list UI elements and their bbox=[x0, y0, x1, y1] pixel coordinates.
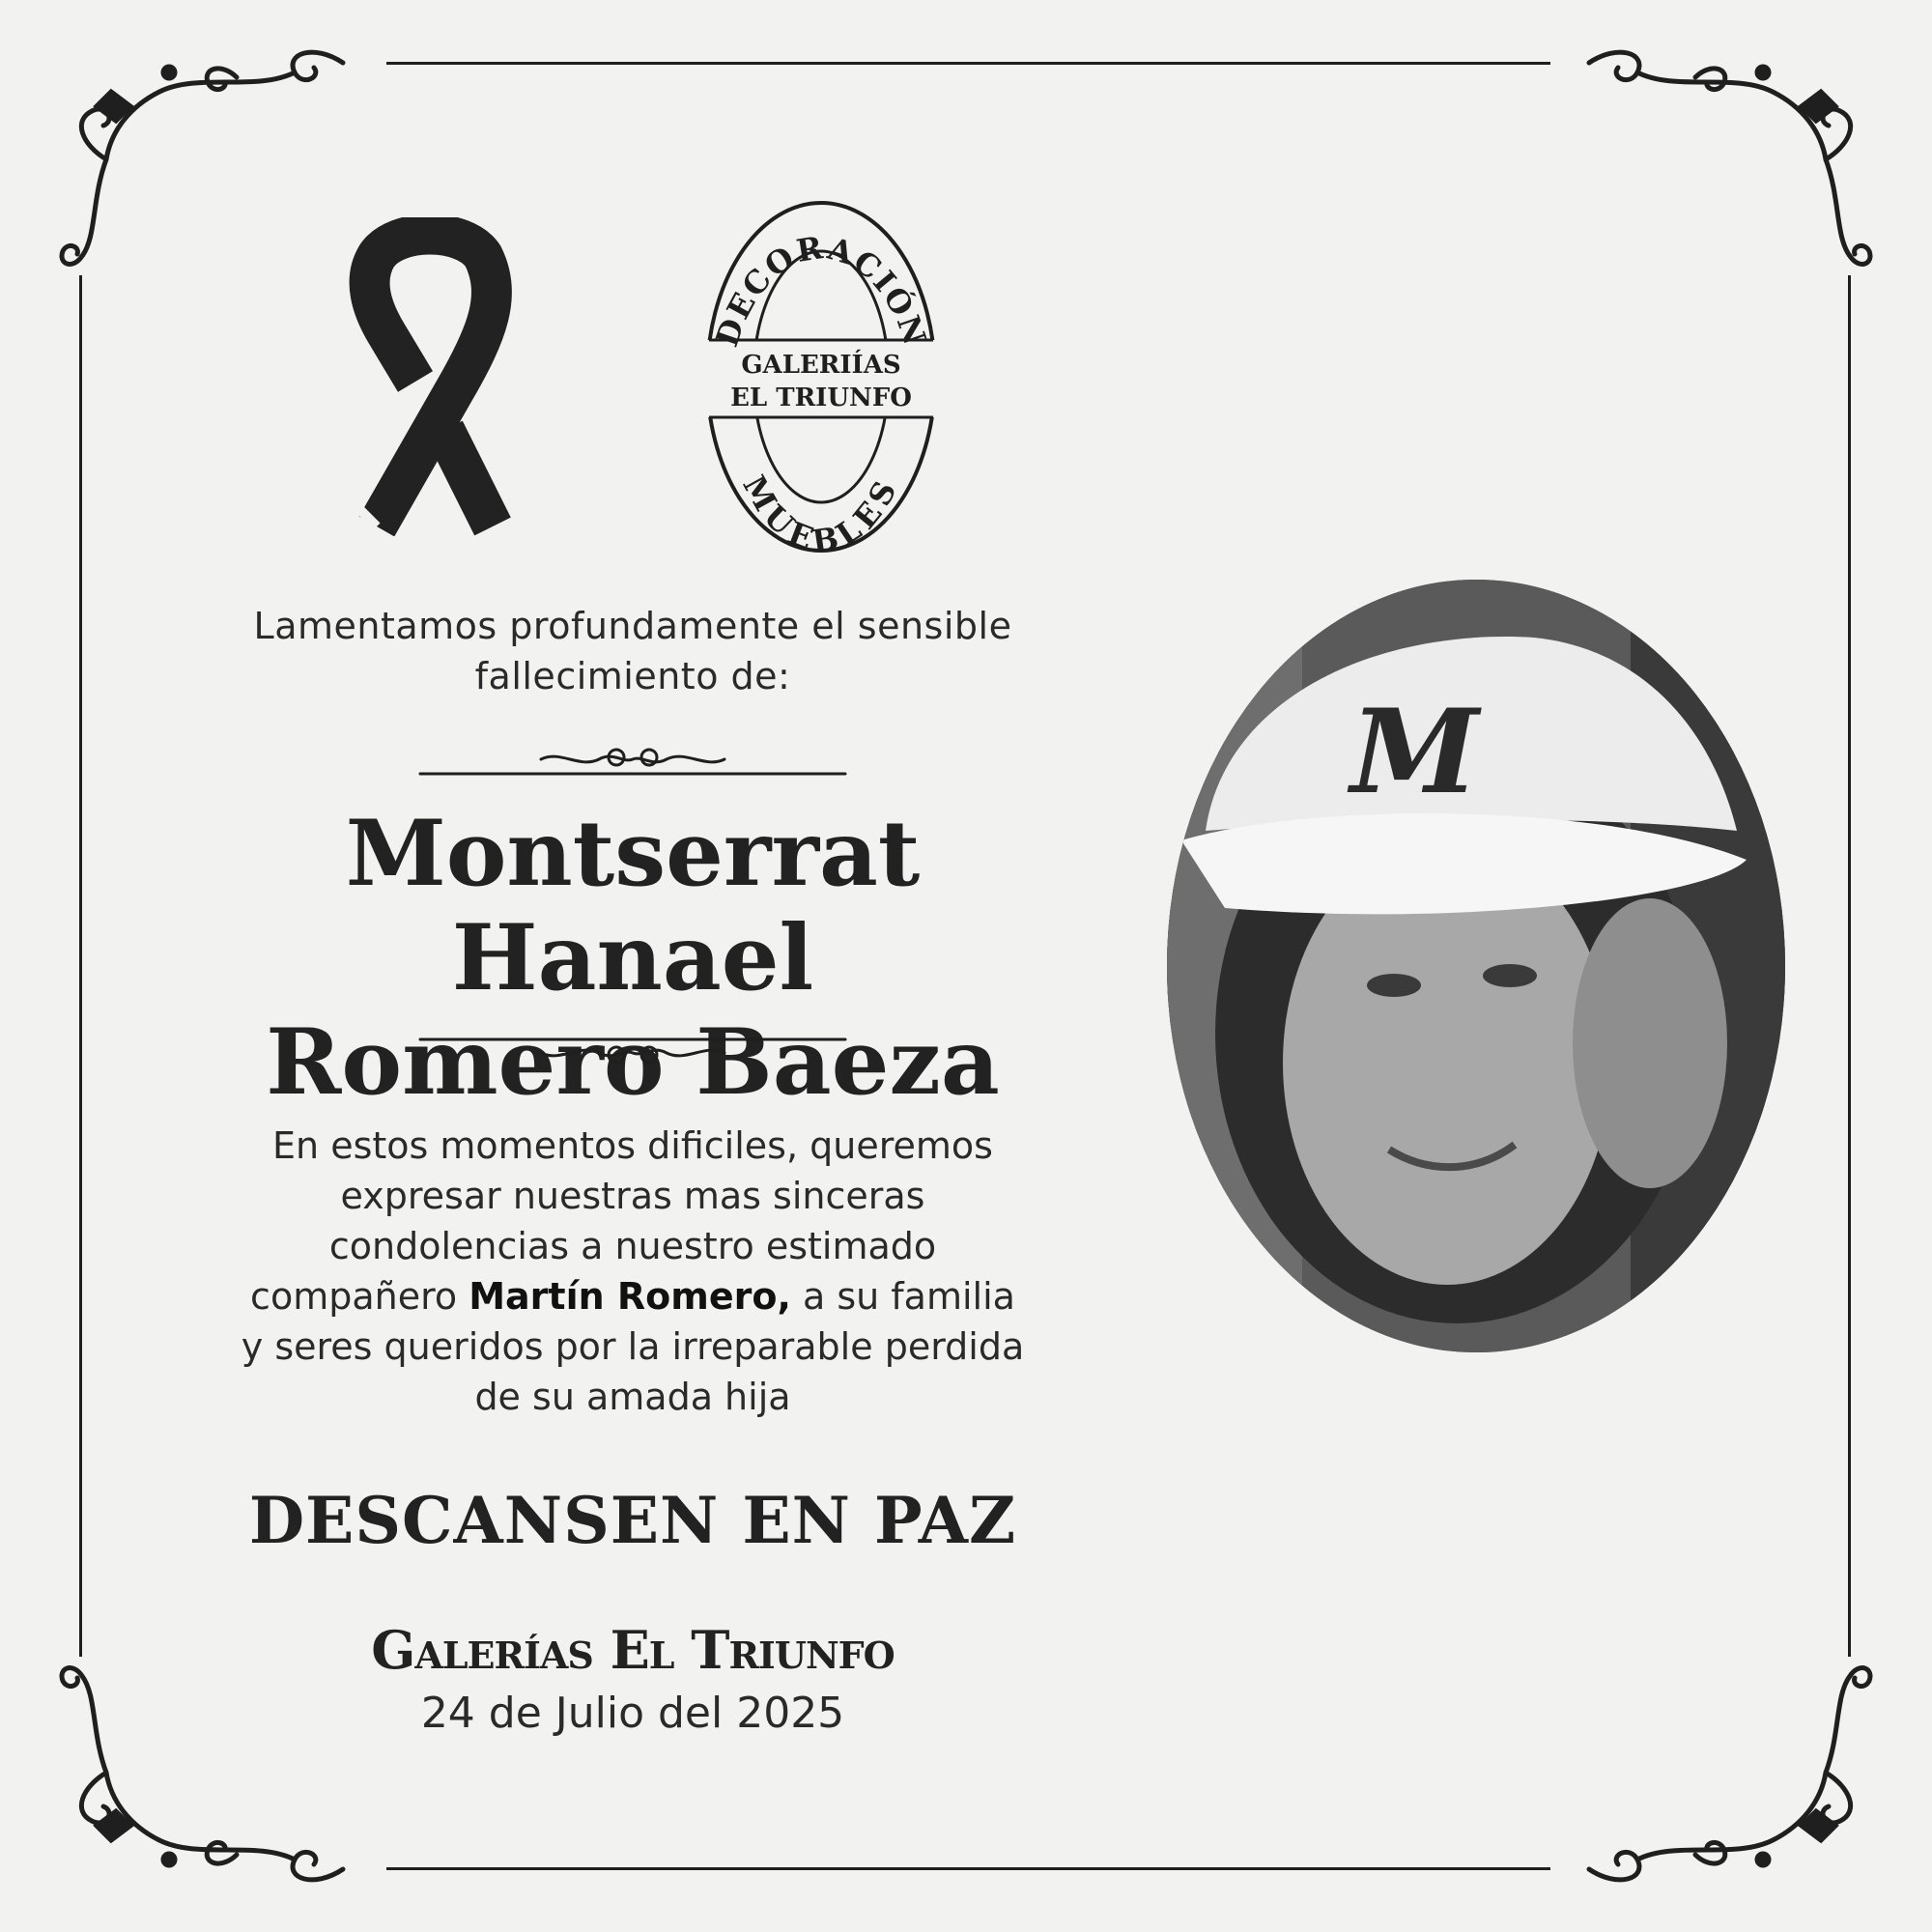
corner-ornament-bottom-left bbox=[53, 1647, 362, 1898]
svg-text:MUEBLES bbox=[735, 469, 906, 560]
message-line5: y seres queridos por la irreparable perdida bbox=[241, 1325, 1025, 1368]
message-line4-before: compañero bbox=[250, 1275, 469, 1318]
svg-text:DECORACIÓN bbox=[708, 229, 934, 352]
intro-line1: Lamentamos profundamente el sensible bbox=[253, 605, 1012, 647]
seal-center-line1: GALERIÍAS bbox=[741, 351, 901, 380]
condolence-message bbox=[184, 1121, 1082, 1422]
name-divider-top bbox=[415, 742, 850, 790]
deceased-name-line1: Montserrat Hanael bbox=[345, 801, 921, 1011]
signature-date: 24 de Julio del 2025 bbox=[420, 1689, 845, 1738]
seal-arc-top-text: DECORACIÓN bbox=[708, 228, 934, 352]
message-line2: expresar nuestras mas sinceras bbox=[340, 1175, 925, 1217]
seal-arc-bottom-text: MUEBLES bbox=[735, 469, 907, 560]
frame-bottom-line bbox=[386, 1867, 1550, 1870]
message-line1: En estos momentos dificiles, queremos bbox=[272, 1124, 993, 1167]
intro-text bbox=[184, 601, 1082, 701]
corner-ornament-top-right bbox=[1570, 34, 1879, 285]
colleague-name: Martín Romero, bbox=[469, 1275, 791, 1318]
signature-company: Galerías El Triunfo bbox=[371, 1619, 895, 1681]
message-line4 bbox=[184, 1271, 1082, 1321]
corner-ornament-top-left bbox=[53, 34, 362, 285]
frame-top-line bbox=[386, 62, 1550, 65]
deceased-photo bbox=[1167, 580, 1785, 1352]
frame-left-line bbox=[79, 275, 82, 1657]
message-line4-after: a su familia bbox=[790, 1275, 1015, 1318]
closing-rest-in-peace: DESCANSEN EN PAZ bbox=[248, 1483, 1017, 1558]
photo-cap-letter: M bbox=[1350, 684, 1479, 820]
mourning-ribbon-icon bbox=[319, 217, 541, 536]
message-line3: condolencias a nuestro estimado bbox=[328, 1225, 937, 1267]
message-line6: de su amada hija bbox=[474, 1376, 791, 1418]
deceased-name-line2: Romero Baeza bbox=[266, 1009, 1000, 1116]
corner-ornament-bottom-right bbox=[1570, 1647, 1879, 1898]
intro-line2: fallecimiento de: bbox=[474, 655, 791, 697]
name-divider-bottom bbox=[415, 1024, 850, 1072]
company-seal-logo bbox=[696, 193, 947, 560]
frame-right-line bbox=[1848, 275, 1851, 1657]
seal-center-line2: EL TRIUNFO bbox=[730, 384, 912, 412]
